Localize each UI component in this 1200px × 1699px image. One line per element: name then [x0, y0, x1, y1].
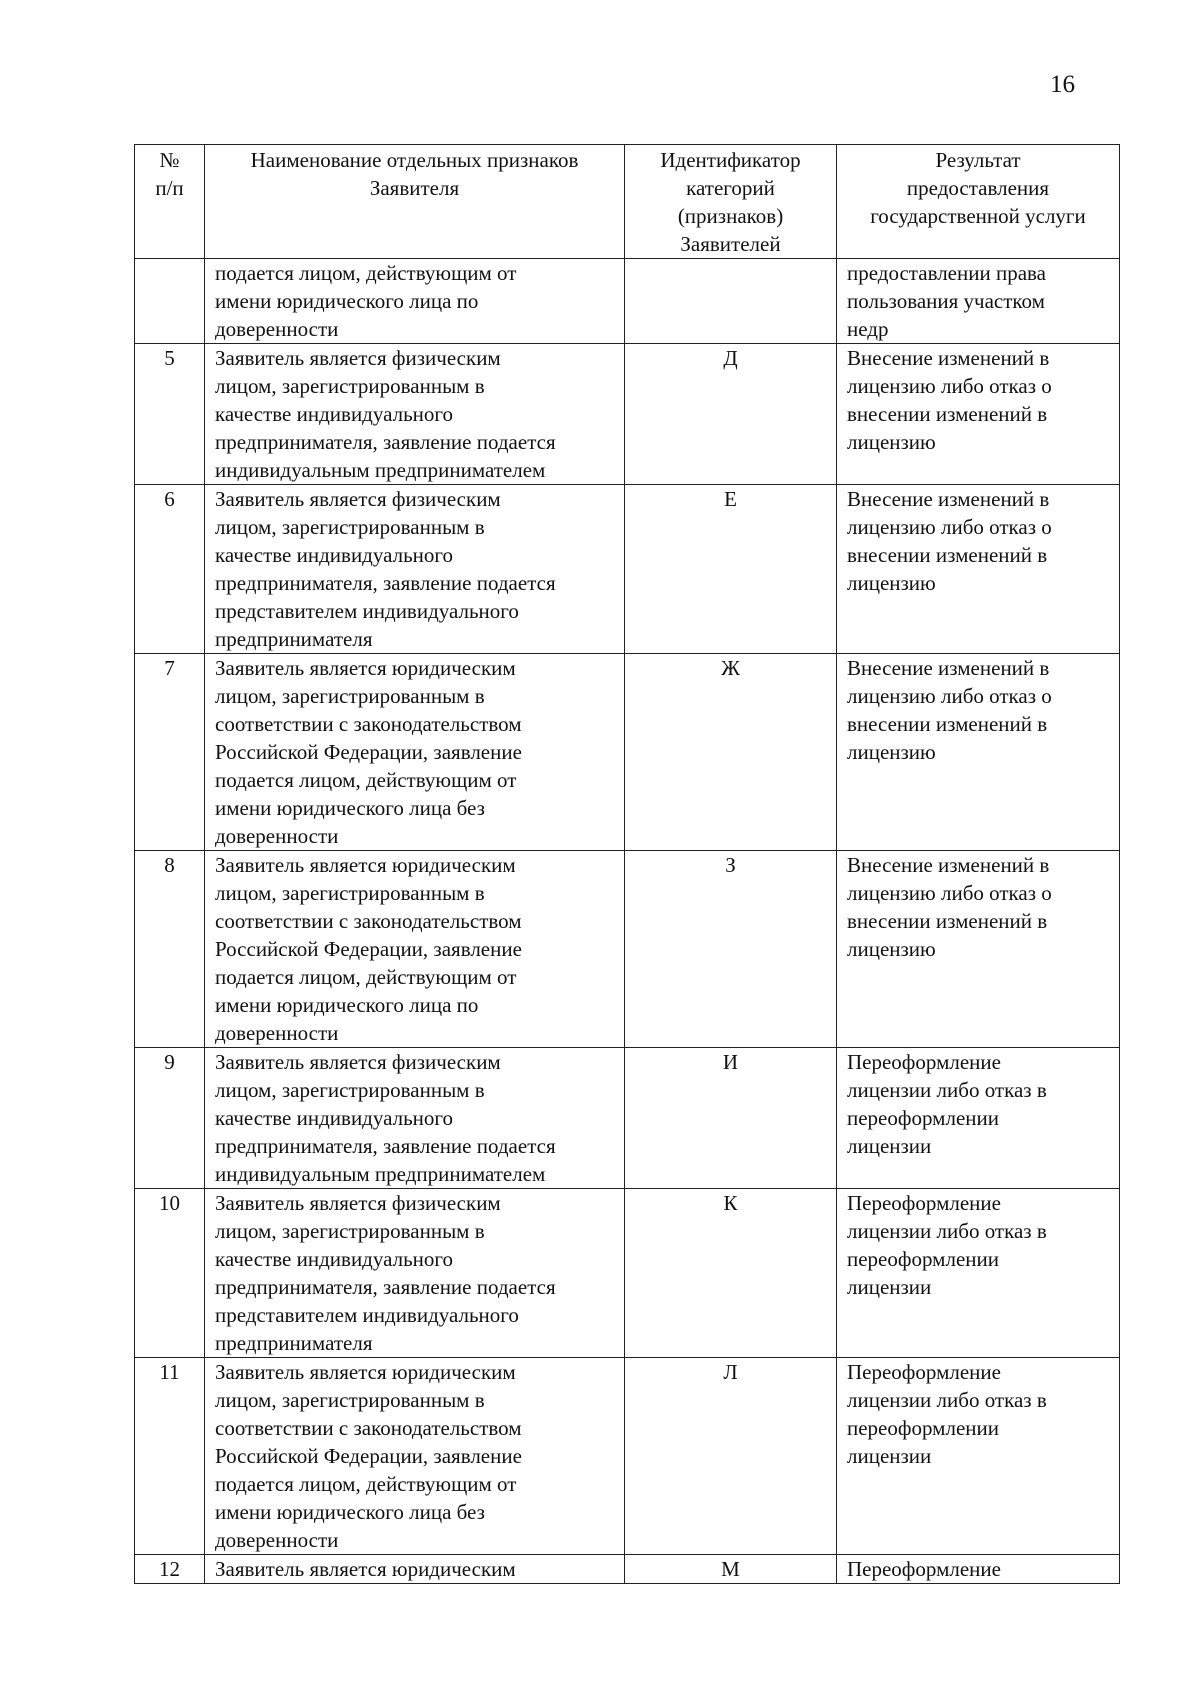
table-row — [135, 259, 1120, 344]
service-result-cell: Внесение изменений в лицензию либо отказ о внесении изменений в лицензию — [837, 851, 1120, 1048]
table-header-row — [135, 145, 1120, 259]
applicant-attributes-cell: Заявитель является юридическим лицом, зарегистрированным в соответствии с законодательством Российской Федерации, заявление подается лицом, действующим от имени юридического лица по доверенности — [205, 851, 625, 1048]
page-number: 16 — [1050, 71, 1075, 98]
category-identifier-cell: Д — [625, 344, 837, 485]
category-identifier-cell: И — [625, 1048, 837, 1189]
row-number-cell: 6 — [135, 485, 205, 654]
header-category-identifier: Идентификатор категорий (признаков) Заявителей — [625, 145, 837, 259]
category-identifier-cell: З — [625, 851, 837, 1048]
service-result-cell: Переоформление лицензии либо отказ в переоформлении лицензии — [837, 1358, 1120, 1555]
applicant-attributes-cell: Заявитель является физическим лицом, зарегистрированным в качестве индивидуального предпринимателя, заявление подается индивидуальным предпринимателем — [205, 1048, 625, 1189]
service-result-cell: Внесение изменений в лицензию либо отказ о внесении изменений в лицензию — [837, 654, 1120, 851]
table-row — [135, 485, 1120, 654]
category-identifier-cell: Е — [625, 485, 837, 654]
row-number-cell: 11 — [135, 1358, 205, 1555]
row-number-cell: 10 — [135, 1189, 205, 1358]
row-number-cell — [135, 259, 205, 344]
category-identifier-cell: К — [625, 1189, 837, 1358]
table-row — [135, 851, 1120, 1048]
table-row — [135, 344, 1120, 485]
table-row — [135, 1048, 1120, 1189]
service-result-cell: Переоформление лицензии либо отказ в переоформлении лицензии — [837, 1048, 1120, 1189]
category-identifier-cell: М — [625, 1555, 837, 1584]
row-number-cell: 5 — [135, 344, 205, 485]
applicant-attributes-cell: Заявитель является юридическим лицом, зарегистрированным в соответствии с законодательством Российской Федерации, заявление подается лицом, действующим от имени юридического лица без доверенности — [205, 1358, 625, 1555]
row-number-cell: 12 — [135, 1555, 205, 1584]
service-result-cell: Внесение изменений в лицензию либо отказ о внесении изменений в лицензию — [837, 344, 1120, 485]
applicant-attributes-cell: Заявитель является физическим лицом, зарегистрированным в качестве индивидуального предпринимателя, заявление подается индивидуальным предпринимателем — [205, 344, 625, 485]
applicant-attributes-cell: Заявитель является юридическим лицом, зарегистрированным в соответствии с законодательством Российской Федерации, заявление подается лицом, действующим от имени юридического лица без доверенности — [205, 654, 625, 851]
applicant-attributes-cell: Заявитель является юридическим — [205, 1555, 625, 1584]
row-number-cell: 8 — [135, 851, 205, 1048]
category-identifier-cell: Л — [625, 1358, 837, 1555]
row-number-cell: 9 — [135, 1048, 205, 1189]
service-result-cell: Внесение изменений в лицензию либо отказ о внесении изменений в лицензию — [837, 485, 1120, 654]
table-row — [135, 1189, 1120, 1358]
table-row — [135, 1555, 1120, 1584]
table-row — [135, 1358, 1120, 1555]
applicant-attributes-cell: подается лицом, действующим от имени юридического лица по доверенности — [205, 259, 625, 344]
category-identifier-cell: Ж — [625, 654, 837, 851]
header-number: № п/п — [135, 145, 205, 259]
category-identifier-cell — [625, 259, 837, 344]
table-row — [135, 654, 1120, 851]
applicant-attributes-cell: Заявитель является физическим лицом, зарегистрированным в качестве индивидуального предпринимателя, заявление подается представителем индивидуального предпринимателя — [205, 1189, 625, 1358]
service-result-cell: Переоформление лицензии либо отказ в переоформлении лицензии — [837, 1189, 1120, 1358]
applicant-categories-table — [134, 144, 1120, 1584]
header-applicant-attributes: Наименование отдельных признаков Заявителя — [205, 145, 625, 259]
service-result-cell: предоставлении права пользования участком недр — [837, 259, 1120, 344]
row-number-cell: 7 — [135, 654, 205, 851]
service-result-cell: Переоформление — [837, 1555, 1120, 1584]
header-service-result: Результат предоставления государственной услуги — [837, 145, 1120, 259]
applicant-attributes-cell: Заявитель является физическим лицом, зарегистрированным в качестве индивидуального предпринимателя, заявление подается представителем индивидуального предпринимателя — [205, 485, 625, 654]
